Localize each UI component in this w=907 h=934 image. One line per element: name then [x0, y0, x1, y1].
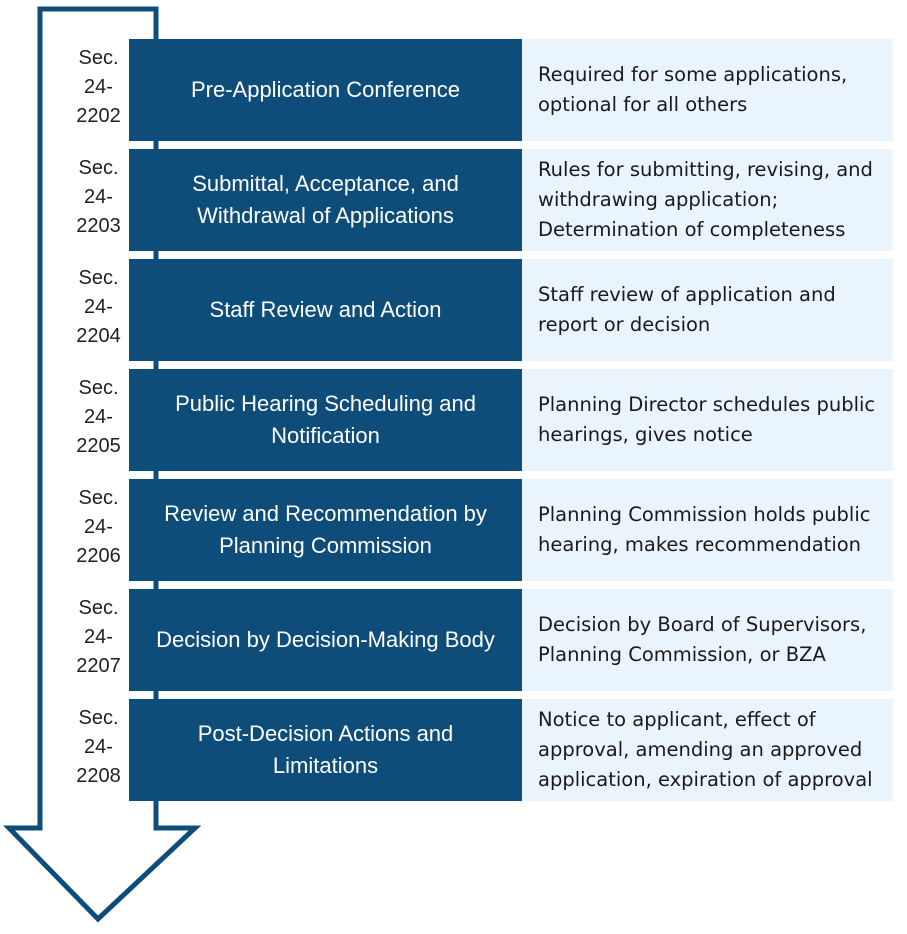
step-title: Submittal, Acceptance, and Withdrawal of Applications: [129, 149, 522, 251]
step-row: [0, 39, 907, 141]
section-number: [68, 479, 129, 581]
section-chapter: 24-: [84, 296, 113, 318]
step-row: [0, 259, 907, 361]
step-description: Notice to applicant, effect of approval, amending an approved application, expiration of approval: [522, 699, 893, 801]
step-title: Post-Decision Actions and Limitations: [129, 699, 522, 801]
section-id: 2208: [76, 765, 121, 787]
step-description: Decision by Board of Supervisors, Planning Commission, or BZA: [522, 589, 893, 691]
step-row: [0, 369, 907, 471]
step-title: Pre-Application Conference: [129, 39, 522, 141]
section-id: 2207: [76, 655, 121, 677]
section-prefix: Sec.: [78, 377, 119, 399]
section-number: [68, 589, 129, 691]
step-title: Public Hearing Scheduling and Notification: [129, 369, 522, 471]
step-title: Decision by Decision-Making Body: [129, 589, 522, 691]
step-row: [0, 479, 907, 581]
step-description: Planning Director schedules public hearings, gives notice: [522, 369, 893, 471]
section-chapter: 24-: [84, 736, 113, 758]
section-prefix: Sec.: [78, 47, 119, 69]
section-number: [68, 259, 129, 361]
step-title: Staff Review and Action: [129, 259, 522, 361]
step-title: Review and Recommendation by Planning Commission: [129, 479, 522, 581]
section-prefix: Sec.: [78, 157, 119, 179]
step-description: Rules for submitting, revising, and withdrawing application; Determination of completeness: [522, 149, 893, 251]
step-row: [0, 589, 907, 691]
step-description: Required for some applications, optional for all others: [522, 39, 893, 141]
section-prefix: Sec.: [78, 707, 119, 729]
section-prefix: Sec.: [78, 597, 119, 619]
section-prefix: Sec.: [78, 267, 119, 289]
section-id: 2204: [76, 325, 121, 347]
section-number: [68, 369, 129, 471]
step-row: [0, 149, 907, 251]
section-chapter: 24-: [84, 406, 113, 428]
section-chapter: 24-: [84, 626, 113, 648]
section-chapter: 24-: [84, 186, 113, 208]
step-row: [0, 699, 907, 801]
section-prefix: Sec.: [78, 487, 119, 509]
section-id: 2203: [76, 215, 121, 237]
section-id: 2205: [76, 435, 121, 457]
section-chapter: 24-: [84, 76, 113, 98]
step-description: Staff review of application and report or decision: [522, 259, 893, 361]
section-number: [68, 699, 129, 801]
section-number: [68, 149, 129, 251]
section-number: [68, 39, 129, 141]
step-description: Planning Commission holds public hearing, makes recommendation: [522, 479, 893, 581]
section-chapter: 24-: [84, 516, 113, 538]
section-id: 2202: [76, 105, 121, 127]
section-id: 2206: [76, 545, 121, 567]
